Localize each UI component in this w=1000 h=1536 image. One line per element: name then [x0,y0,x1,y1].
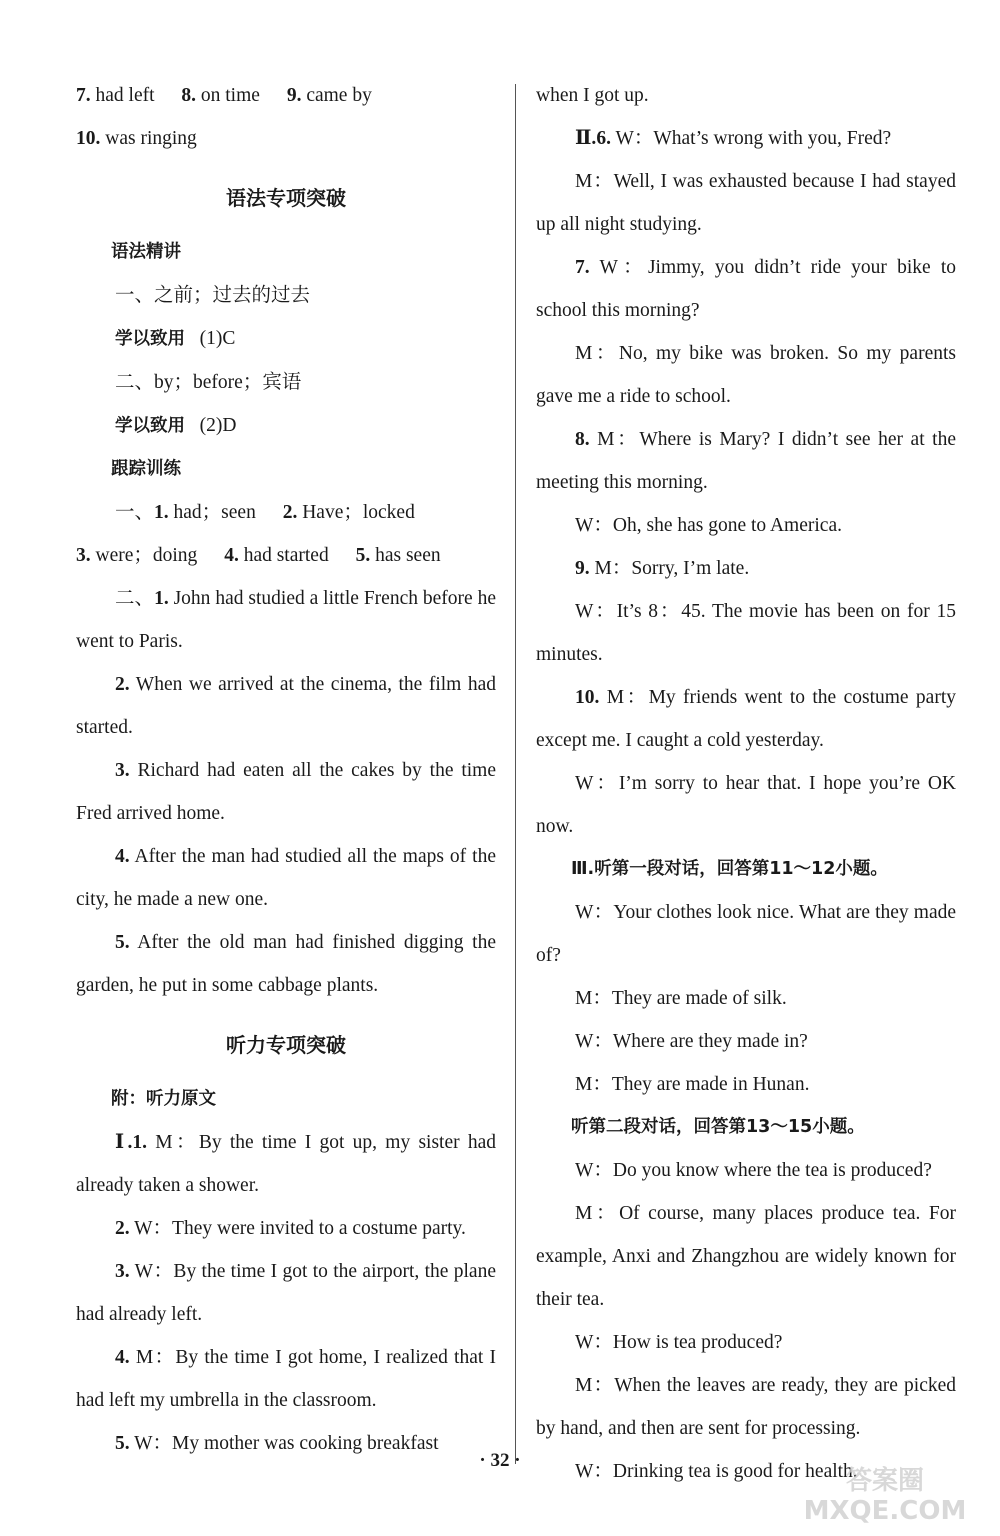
appendix-heading: 附：听力原文 [111,1089,216,1109]
follow-part-2-item-3: 3. Richard had eaten all the cakes by the time Fred arrived home. [76,760,497,824]
follow-part-2-item-5: 5. After the old man had finished digging the garden, he put in some cabbage plants. [76,932,496,996]
dialog-7-reply: M：No, my bike was broken. So my parents gave me a ride to school. [536,343,956,407]
listening-1-item-1: Ⅰ.1. M：By the time I got up, my sister had already taken a shower. [76,1132,497,1196]
right-column [536,74,956,1493]
conversation-2-line: W：How is tea produced? [575,1332,783,1353]
dialog-8: 8. M：Where is Mary? I didn’t see her at the meeting this morning. [536,429,956,493]
dialog-9: 9. M：Sorry, I’m late. [575,558,750,579]
column-divider [515,84,516,1464]
answers-7-9 [76,74,496,117]
conversation-1-line: W：Where are they made in? [575,1031,808,1052]
answer-item: 9. came by [286,85,372,106]
apply-line-2: 学以致用 (2)D [115,415,237,436]
conversation-2-line: M：When the leaves are ready, they are picked by hand, and then are sent for processing. [536,1375,956,1439]
page-number: · 32 · [479,1450,521,1471]
grammar-line-1: 一、之前；过去的过去 [115,285,311,306]
dialog-10: 10. M：My friends went to the costume party except me. I caught a cold yesterday. [536,687,956,751]
listening-section-title: 听力专项突破 [226,1033,346,1057]
conversation-2-line: W：Do you know where the tea is produced? [575,1160,932,1181]
grammar-line-2: 二、by；before；宾语 [115,372,302,393]
listening-1-item-3: 3. W：By the time I got to the airport, the plane had already left. [76,1261,496,1325]
conversation-2-line: M：Of course, many places produce tea. For example, Anxi and Zhangzhou are widely known for their tea. [536,1203,956,1310]
listening-1-item-4: 4. M：By the time I got home, I realized that I had left my umbrella in the classroom. [76,1347,496,1411]
grammar-heading: 语法精讲 [111,242,181,262]
conversation-2-line: W：Drinking tea is good for health. [575,1461,858,1482]
answer-item: 8. on time [181,85,260,106]
continuation-line: when I got up. [536,85,649,106]
conversation-1-line: M：They are made of silk. [575,988,787,1009]
conversation-1-heading: Ⅲ.听第一段对话，回答第11～12小题。 [571,859,888,879]
follow-part-1b: 3. were；doing 4. had started 5. has seen [76,545,441,566]
dialog-9-reply: W：It’s 8：45. The movie has been on for 15 minutes. [536,601,956,665]
watermark-logo: 答案圈 MXQE.COM [803,1466,967,1526]
follow-part-2-item-2: 2. When we arrived at the cinema, the film had started. [76,674,496,738]
conversation-1-line: W：Your clothes look nice. What are they made of? [536,902,956,966]
dialog-8-reply: W：Oh, she has gone to America. [575,515,842,536]
follow-heading: 跟踪训练 [111,459,181,479]
follow-part-1: 一、1. had；seen 2. Have；locked [115,502,415,523]
follow-part-2-item-1: 二、1. John had studied a little French before he went to Paris. [76,588,496,652]
apply-line-1: 学以致用 (1)C [115,328,236,349]
conversation-1-line: M：They are made in Hunan. [575,1074,810,1095]
left-column [76,74,496,1465]
grammar-section-title: 语法专项突破 [226,186,346,210]
answer-item: 7. had left [76,85,155,106]
answer-10: 10. was ringing [76,128,197,149]
conversation-2-heading: 听第二段对话，回答第13～15小题。 [571,1117,865,1137]
listening-1-item-5: 5. W：My mother was cooking breakfast [115,1433,439,1454]
dialog-6: Ⅱ.6. W：What’s wrong with you, Fred? [575,128,892,149]
dialog-6-reply: M：Well, I was exhausted because I had stayed up all night studying. [536,171,956,235]
listening-1-item-2: 2. W：They were invited to a costume party. [115,1218,466,1239]
dialog-10-reply: W：I’m sorry to hear that. I hope you’re OK now. [536,773,956,837]
dialog-7: 7. W：Jimmy, you didn’t ride your bike to school this morning? [536,257,956,321]
follow-part-2-item-4: 4. After the man had studied all the maps of the city, he made a new one. [76,846,496,910]
